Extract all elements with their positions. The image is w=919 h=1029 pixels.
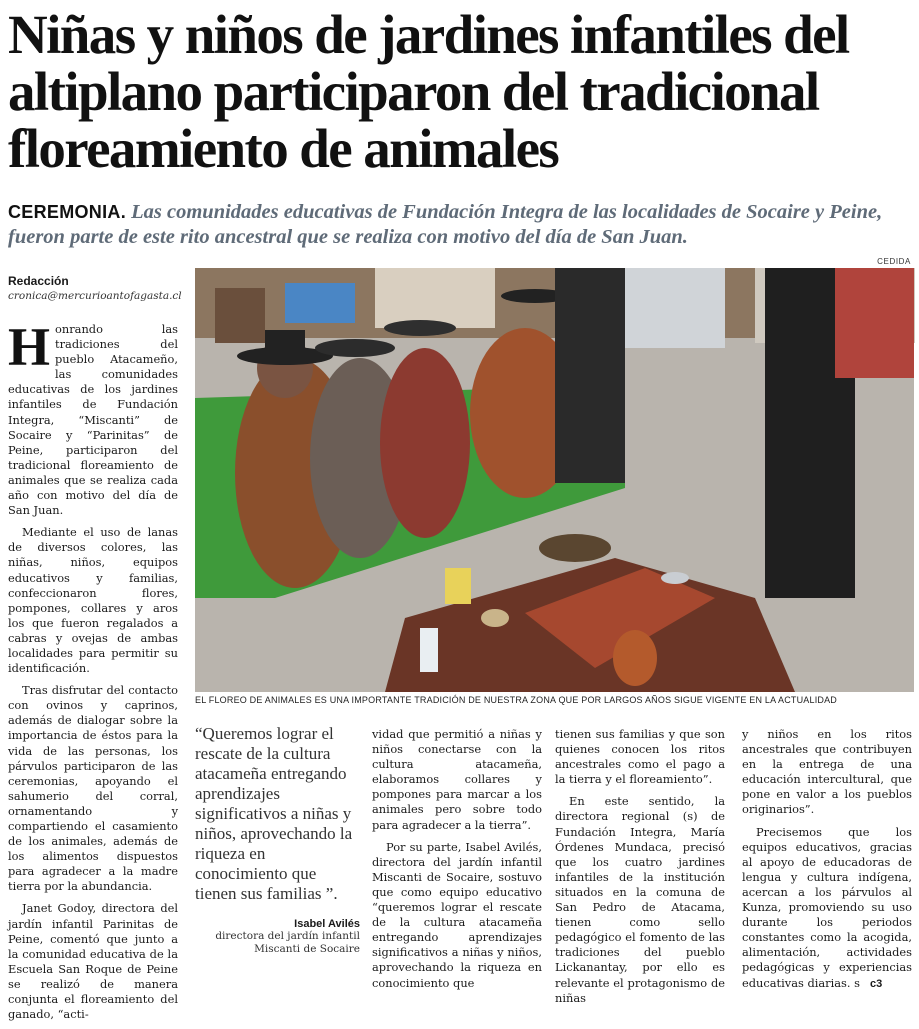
body-column-4 [742,727,912,999]
body-paragraph-6: Por su parte, Isabel Avilés, directora del jardín infantil Miscanti de Socaire, sostuvo que como equipo educativo “queremos lograr el rescate de la cultura atacameña entregando aprendizajes significativos a niñas y niños, aprovechando la riqueza en conocimiento que [372,839,542,990]
end-mark-icon: ᴄ3 [870,977,883,990]
body-paragraph-9: y niños en los ritos ancestrales que contribuyen en la entrega de una educación intercultural, que pone en valor a los pueblos originarios”. [742,727,912,817]
pull-quote [195,724,360,956]
photo-illustration [195,268,914,692]
deck-text: Las comunidades educativas de Fundación Integra de las localidades de Socaire y Peine, fueron parte de este rito ancestral que se realiza con motivo del día de San Juan. [8,201,883,248]
byline [8,274,186,302]
photo-caption: EL FLOREO DE ANIMALES ES UNA IMPORTANTE TRADICIÓN DE NUESTRA ZONA QUE POR LARGOS AÑOS SIGUE VIGENTE EN LA ACTUALIDAD [195,695,838,705]
headline-line-3: floreamiento de animales [8,118,559,179]
headline [8,6,913,177]
body-column-3 [555,727,725,1013]
body-paragraph-5: vidad que permitió a niñas y niños conectarse con la cultura atacameña, elaboramos collares y pompones para marcar a los animales pero sobre todo para agradecer a la tierra”. [372,727,542,832]
body-paragraph-3: Tras disfrutar del contacto con ovinos y caprinos, además de dialogar sobre la importancia de éstos para la vida de las personas, los párvulos participaron de las ceremonias, apoyando el sahumerio del corral, ornamentando y compartiendo el casamiento de los animales, además de los alimentos dispuestos para agradecer a la madre tierra por la abundancia. [8,683,178,894]
pull-quote-role: directora del jardín infantil Miscanti de Socaire [215,930,360,955]
pull-quote-author: Isabel Avilés [294,918,360,930]
play-equipment [285,283,355,323]
deck [8,200,913,250]
body-paragraph-2: Mediante el uso de lanas de diversos colores, las niñas, niños, equipos educativos y familias, confeccionaron flores, pompones, collares y aros los que fueron regalados a cabras y ovejas de ambas localidades para permitir su identificación. [8,525,178,676]
body-paragraph-8: En este sentido, la directora regional (s) de Fundación Integra, María Órdenes Mundaca, precisó que los cuatro jardines infantiles de la institución situados en la comuna de San Pedro de Atacama, tienen como sello pedagógico el fomento de las tradiciones del pueblo Lickanantay, por ello es relevante el protagonismo de niñas [555,794,725,1005]
body-paragraph-7: tienen sus familias y que son quienes conocen los ritos ancestrales como el pago a la tierra y el floreamiento”. [555,727,725,787]
headline-line-2: altiplano participaron del tradicional [8,61,819,122]
body-paragraph-1: Honrando las tradiciones del pueblo Atacameño, las comunidades educativas de los jardines infantiles de Fundación Integra, “Miscanti” de Socaire y “Parinitas” de Peine, participaron del tradicional floreamiento de animales que se realiza cada año con motivo del día de San Juan. [8,317,178,518]
body-column-2 [372,727,542,998]
byline-author: Redacción [8,274,69,288]
drop-cap: H [8,317,51,377]
pull-quote-text: “Queremos lograr el rescate de la cultura atacameña entregando aprendizajes significativos a niñas y niños, aprovechando la riqueza en conocimiento que tienen sus familias ”. [195,724,353,903]
body-column-1 [8,317,178,1029]
body-paragraph-10: Precisemos que los equipos educativos, gracias al apoyo de educadoras de lengua y cultura indígena, acercan a los párvulos al Kunza, promoviendo su uso durante los periodos constantes como la acogida, alimentación, actividades pedagógicas y experiencias educativas diarias. s ᴄ3 [742,824,912,990]
ceremony-photo [195,268,914,692]
photo-credit: CEDIDA [877,257,911,266]
body-paragraph-4: Janet Godoy, directora del jardín infantil Parinitas de Peine, comentó que junto a la comunidad educativa de la Escuela San Roque de Peine se realizó de manera conjunta el floreamiento del ganado, “acti- [8,901,178,1022]
byline-email: cronica@mercurioantofagasta.cl [8,290,182,302]
deck-kicker: CEREMONIA. [8,202,127,222]
headline-line-1: Niñas y niños de jardines infantiles del [8,4,849,65]
adult-standing [555,268,625,483]
